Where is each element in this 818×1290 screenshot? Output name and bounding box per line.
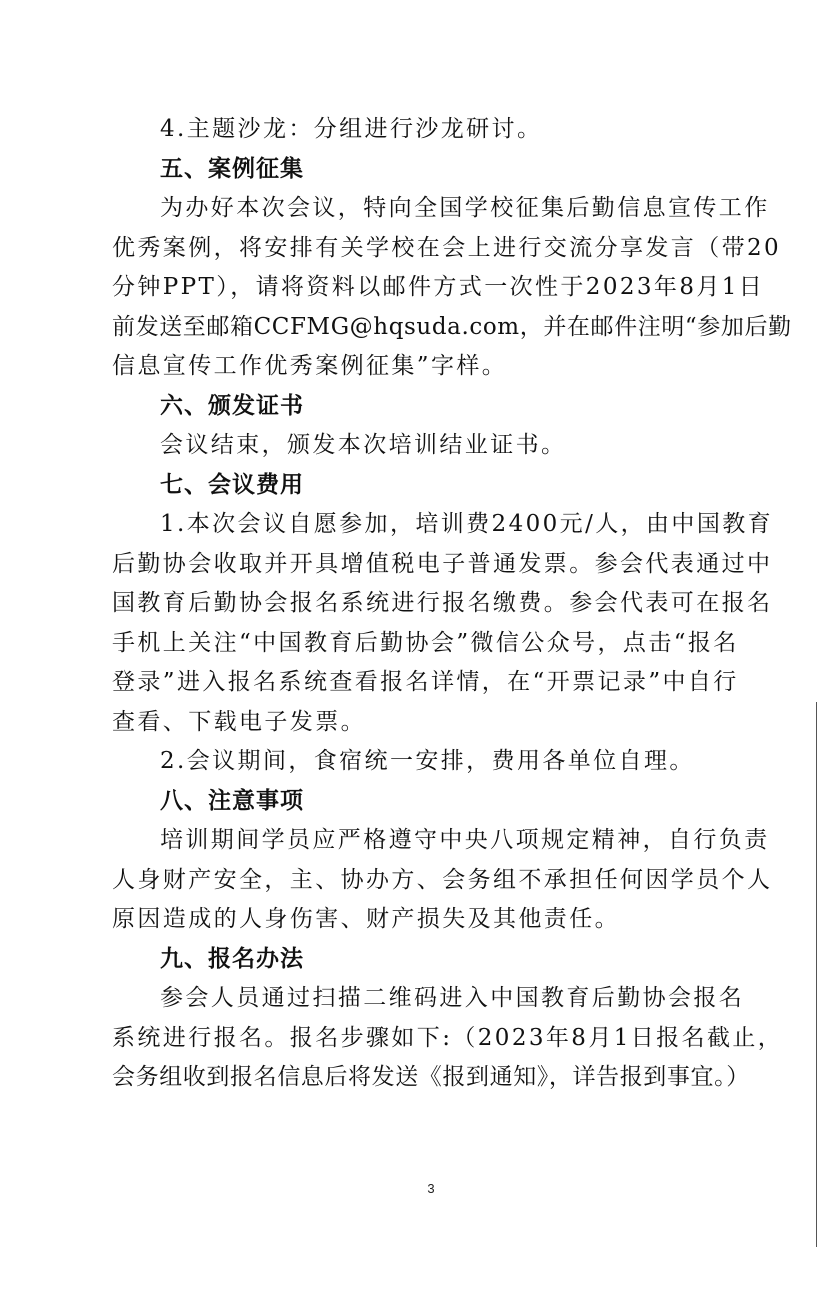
section-heading-case-collection: 五、案例征集 <box>160 155 304 182</box>
fees-paragraph-line: 查看、下载电子发票。 <box>112 708 366 735</box>
fees-paragraph-line: 1.本次会议自愿参加，培训费2400元/人，由中国教育 <box>160 511 774 537</box>
fees-paragraph-line: 国教育后勤协会报名系统进行报名缴费。参会代表可在报名 <box>112 590 773 616</box>
case-collection-paragraph-line: 为办好本次会议，特向全国学校征集后勤信息宣传工作 <box>160 195 770 221</box>
fees-item-2: 2.会议期间，食宿统一安排，费用各单位自理。 <box>160 748 695 774</box>
case-collection-paragraph-line: 分钟PPT），请将资料以邮件方式一次性于2023年8月1日 <box>112 274 765 300</box>
fees-paragraph-line: 后勤协会收取并开具增值税电子普通发票。参会代表通过中 <box>112 550 773 577</box>
case-collection-paragraph-line: 前发送至邮箱CCFMG@hqsuda.com，并在邮件注明“参加后勤 <box>112 313 792 340</box>
notes-paragraph-line: 培训期间学员应严格遵守中央八项规定精神，自行负责 <box>160 827 770 853</box>
registration-paragraph-line: 参会人员通过扫描二维码进入中国教育后勤协会报名 <box>160 985 745 1011</box>
section-heading-fees: 七、会议费用 <box>160 471 304 498</box>
document-page <box>112 110 792 1098</box>
registration-paragraph-line: 会务组收到报名信息后将发送《报到通知》，详告报到事宜。） <box>112 1064 750 1090</box>
section-heading-certificate: 六、颁发证书 <box>160 392 304 419</box>
fees-paragraph-line: 手机上关注“中国教育后勤协会”微信公众号，点击“报名 <box>112 629 739 656</box>
fees-paragraph-line: 登录”进入报名系统查看报名详情，在“开票记录”中自行 <box>112 669 739 695</box>
section-heading-registration: 九、报名办法 <box>160 945 304 972</box>
page-edge-divider <box>816 702 817 1247</box>
section-heading-notes: 八、注意事项 <box>160 787 304 814</box>
case-collection-paragraph-line: 优秀案例，将安排有关学校在会上进行交流分享发言（带20 <box>112 234 782 261</box>
registration-paragraph-line: 系统进行报名。报名步骤如下:（2023年8月1日报名截止， <box>112 1024 784 1051</box>
case-collection-paragraph-line: 信息宣传工作优秀案例征集”字样。 <box>112 353 508 379</box>
notes-paragraph-line: 原因造成的人身伤害、财产损失及其他责任。 <box>112 906 620 932</box>
notes-paragraph-line: 人身财产安全，主、协办方、会务组不承担任何因学员个人 <box>112 866 773 893</box>
salon-item: 4.主题沙龙：分组进行沙龙研讨。 <box>160 116 543 142</box>
certificate-paragraph-line: 会议结束，颁发本次培训结业证书。 <box>160 432 567 458</box>
page-number: 3 <box>427 1181 435 1196</box>
